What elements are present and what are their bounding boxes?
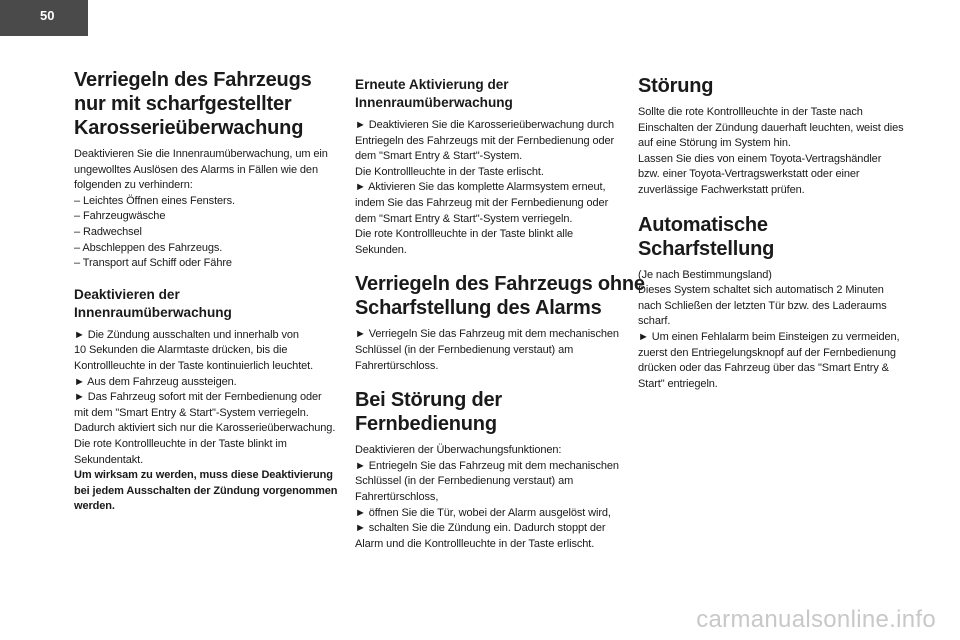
- page-number-tab: [0, 0, 88, 36]
- text-line: Fahrertürschloss.: [355, 359, 439, 372]
- bold-note-line: bei jedem Ausschalten der Zündung vorgenommen: [74, 484, 338, 497]
- text-line: Sollte die rote Kontrollleuchte in der Taste nach: [638, 106, 863, 118]
- fault-text: [638, 105, 908, 199]
- title-line: Innenraumüberwachung: [355, 95, 513, 110]
- text-line: ► Verriegeln Sie das Fahrzeug mit dem mechanischen: [355, 328, 619, 341]
- intro-text: [74, 147, 336, 272]
- section-title-remote-failure: Bei Störung der Fernbedienung: [355, 389, 503, 436]
- text-line: auf eine Störung im System hin.: [638, 137, 791, 150]
- text-line: Start" entriegeln.: [638, 377, 718, 390]
- page-number: 50: [40, 8, 55, 23]
- text-line: ► Aktivieren Sie das komplette Alarmsystem erneut,: [355, 181, 606, 194]
- text-line: Schlüssel (in der Fernbedienung verstaut) am: [355, 343, 574, 356]
- title-line: Erneute Aktivierung der: [355, 77, 509, 92]
- text-line: ► Die Zündung ausschalten und innerhalb von: [74, 328, 299, 341]
- list-item: – Abschleppen des Fahrzeugs.: [74, 241, 223, 254]
- text-line: Sekunden.: [355, 243, 407, 256]
- text-line: Einschalten der Zündung dauerhaft leuchten, weist dies: [638, 121, 904, 134]
- text-line: zuverlässige Fachwerkstatt prüfen.: [638, 183, 805, 196]
- text-line: ► Um einen Fehlalarm beim Einsteigen zu vermeiden,: [638, 330, 900, 343]
- list-item: – Transport auf Schiff oder Fähre: [74, 257, 232, 270]
- text-line: Deaktivieren Sie die Innenraumüberwachung, um ein: [74, 148, 328, 160]
- text-line: ► Deaktivieren Sie die Karosserieüberwachung durch: [355, 119, 615, 131]
- text-line: Dieses System schaltet sich automatisch 2 Minuten: [638, 284, 884, 297]
- text-line: folgenden zu verhindern:: [74, 179, 193, 192]
- text-line: ► schalten Sie die Zündung ein. Dadurch stoppt der: [355, 522, 606, 535]
- text-line: ungewolltes Auslösen des Alarms in Fällen wie den: [74, 163, 318, 176]
- text-line: ► Entriegeln Sie das Fahrzeug mit dem mechanischen: [355, 459, 619, 472]
- text-line: Die rote Kontrollleuchte in der Taste blinkt im: [74, 437, 287, 450]
- text-line: bzw. einer Toyota-Vertragswerkstatt oder einer: [638, 168, 860, 181]
- text-line: Entriegeln des Fahrzeugs mit der Fernbedienung oder: [355, 134, 615, 147]
- reactivate-instructions: [355, 118, 623, 258]
- deactivate-instructions: [74, 328, 336, 515]
- text-line: Lassen Sie dies von einem Toyota-Vertragshändler: [638, 152, 882, 165]
- text-line: ► Das Fahrzeug sofort mit der Fernbedienung oder: [74, 391, 322, 404]
- column-1: [74, 68, 336, 515]
- title-line: Verriegeln des Fahrzeugs ohne: [355, 273, 645, 296]
- section-title-lock-without-alarm: [355, 272, 645, 320]
- section-title-fault: Störung: [638, 75, 714, 97]
- text-line: ► Aus dem Fahrzeug aussteigen.: [74, 375, 237, 388]
- text-line: Fahrertürschloss,: [355, 490, 439, 503]
- bold-note-line: Um wirksam zu werden, muss diese Deaktivierung: [74, 469, 333, 482]
- text-line: 10 Sekunden die Alarmtaste drücken, bis die: [74, 344, 288, 357]
- bold-note-line: werden.: [74, 500, 115, 513]
- text-line: (Je nach Bestimmungsland): [638, 268, 772, 281]
- text-line: zuerst den Entriegelungsknopf auf der Fernbedienung: [638, 346, 896, 359]
- text-line: dem "Smart Entry & Start"-System.: [355, 150, 523, 163]
- column-2: [355, 76, 645, 552]
- section-title-automatic-arming: Automatische Scharfstellung: [638, 213, 775, 260]
- text-line: dem "Smart Entry & Start"-System verriegeln.: [355, 212, 573, 225]
- text-line: Dadurch aktiviert sich nur die Karosserieüberwachung.: [74, 422, 336, 435]
- title-line: nur mit scharfgestellter: [74, 93, 292, 115]
- title-line: Scharfstellung des Alarms: [355, 297, 602, 320]
- text-line: Die Kontrollleuchte in der Taste erlischt.: [355, 165, 544, 178]
- text-line: ► öffnen Sie die Tür, wobei der Alarm ausgelöst wird,: [355, 506, 611, 519]
- list-item: – Leichtes Öffnen eines Fensters.: [74, 194, 235, 207]
- automatic-arming-text: [638, 268, 908, 393]
- watermark: carmanualsonline.info: [696, 606, 936, 633]
- title-line: Verriegeln des Fahrzeugs: [74, 69, 312, 91]
- title-line: Karosserieüberwachung: [74, 117, 304, 139]
- text-line: Kontrollleuchte in der Taste kontinuierlich leuchtet.: [74, 359, 314, 372]
- section-title-lock-with-perimeter: [74, 68, 336, 140]
- lock-without-alarm-instructions: [355, 327, 623, 374]
- text-line: Alarm und die Kontrollleuchte in der Taste erlischt.: [355, 537, 595, 550]
- subsection-title-deactivate-interior: Deaktivieren der Innenraumüberwachung: [74, 286, 232, 320]
- text-line: mit dem "Smart Entry & Start"-System verriegeln.: [74, 406, 309, 419]
- text-line: nach Schließen der letzten Tür bzw. des Laderaums: [638, 299, 887, 312]
- text-line: Sekundentakt.: [74, 453, 144, 466]
- column-3: [638, 74, 908, 392]
- text-line: Deaktivieren der Überwachungsfunktionen:: [355, 444, 562, 457]
- text-line: indem Sie das Fahrzeug mit der Fernbedienung oder: [355, 196, 609, 209]
- list-item: – Radwechsel: [74, 225, 142, 238]
- list-item: – Fahrzeugwäsche: [74, 210, 166, 223]
- remote-failure-instructions: [355, 443, 623, 552]
- text-line: drücken oder das Fahrzeug über das "Smart Entry &: [638, 362, 889, 375]
- text-line: scharf.: [638, 315, 671, 328]
- text-line: Die rote Kontrollleuchte in der Taste blinkt alle: [355, 228, 574, 241]
- subsection-title-reactivate-interior: [355, 76, 623, 112]
- text-line: Schlüssel (in der Fernbedienung verstaut) am: [355, 475, 574, 488]
